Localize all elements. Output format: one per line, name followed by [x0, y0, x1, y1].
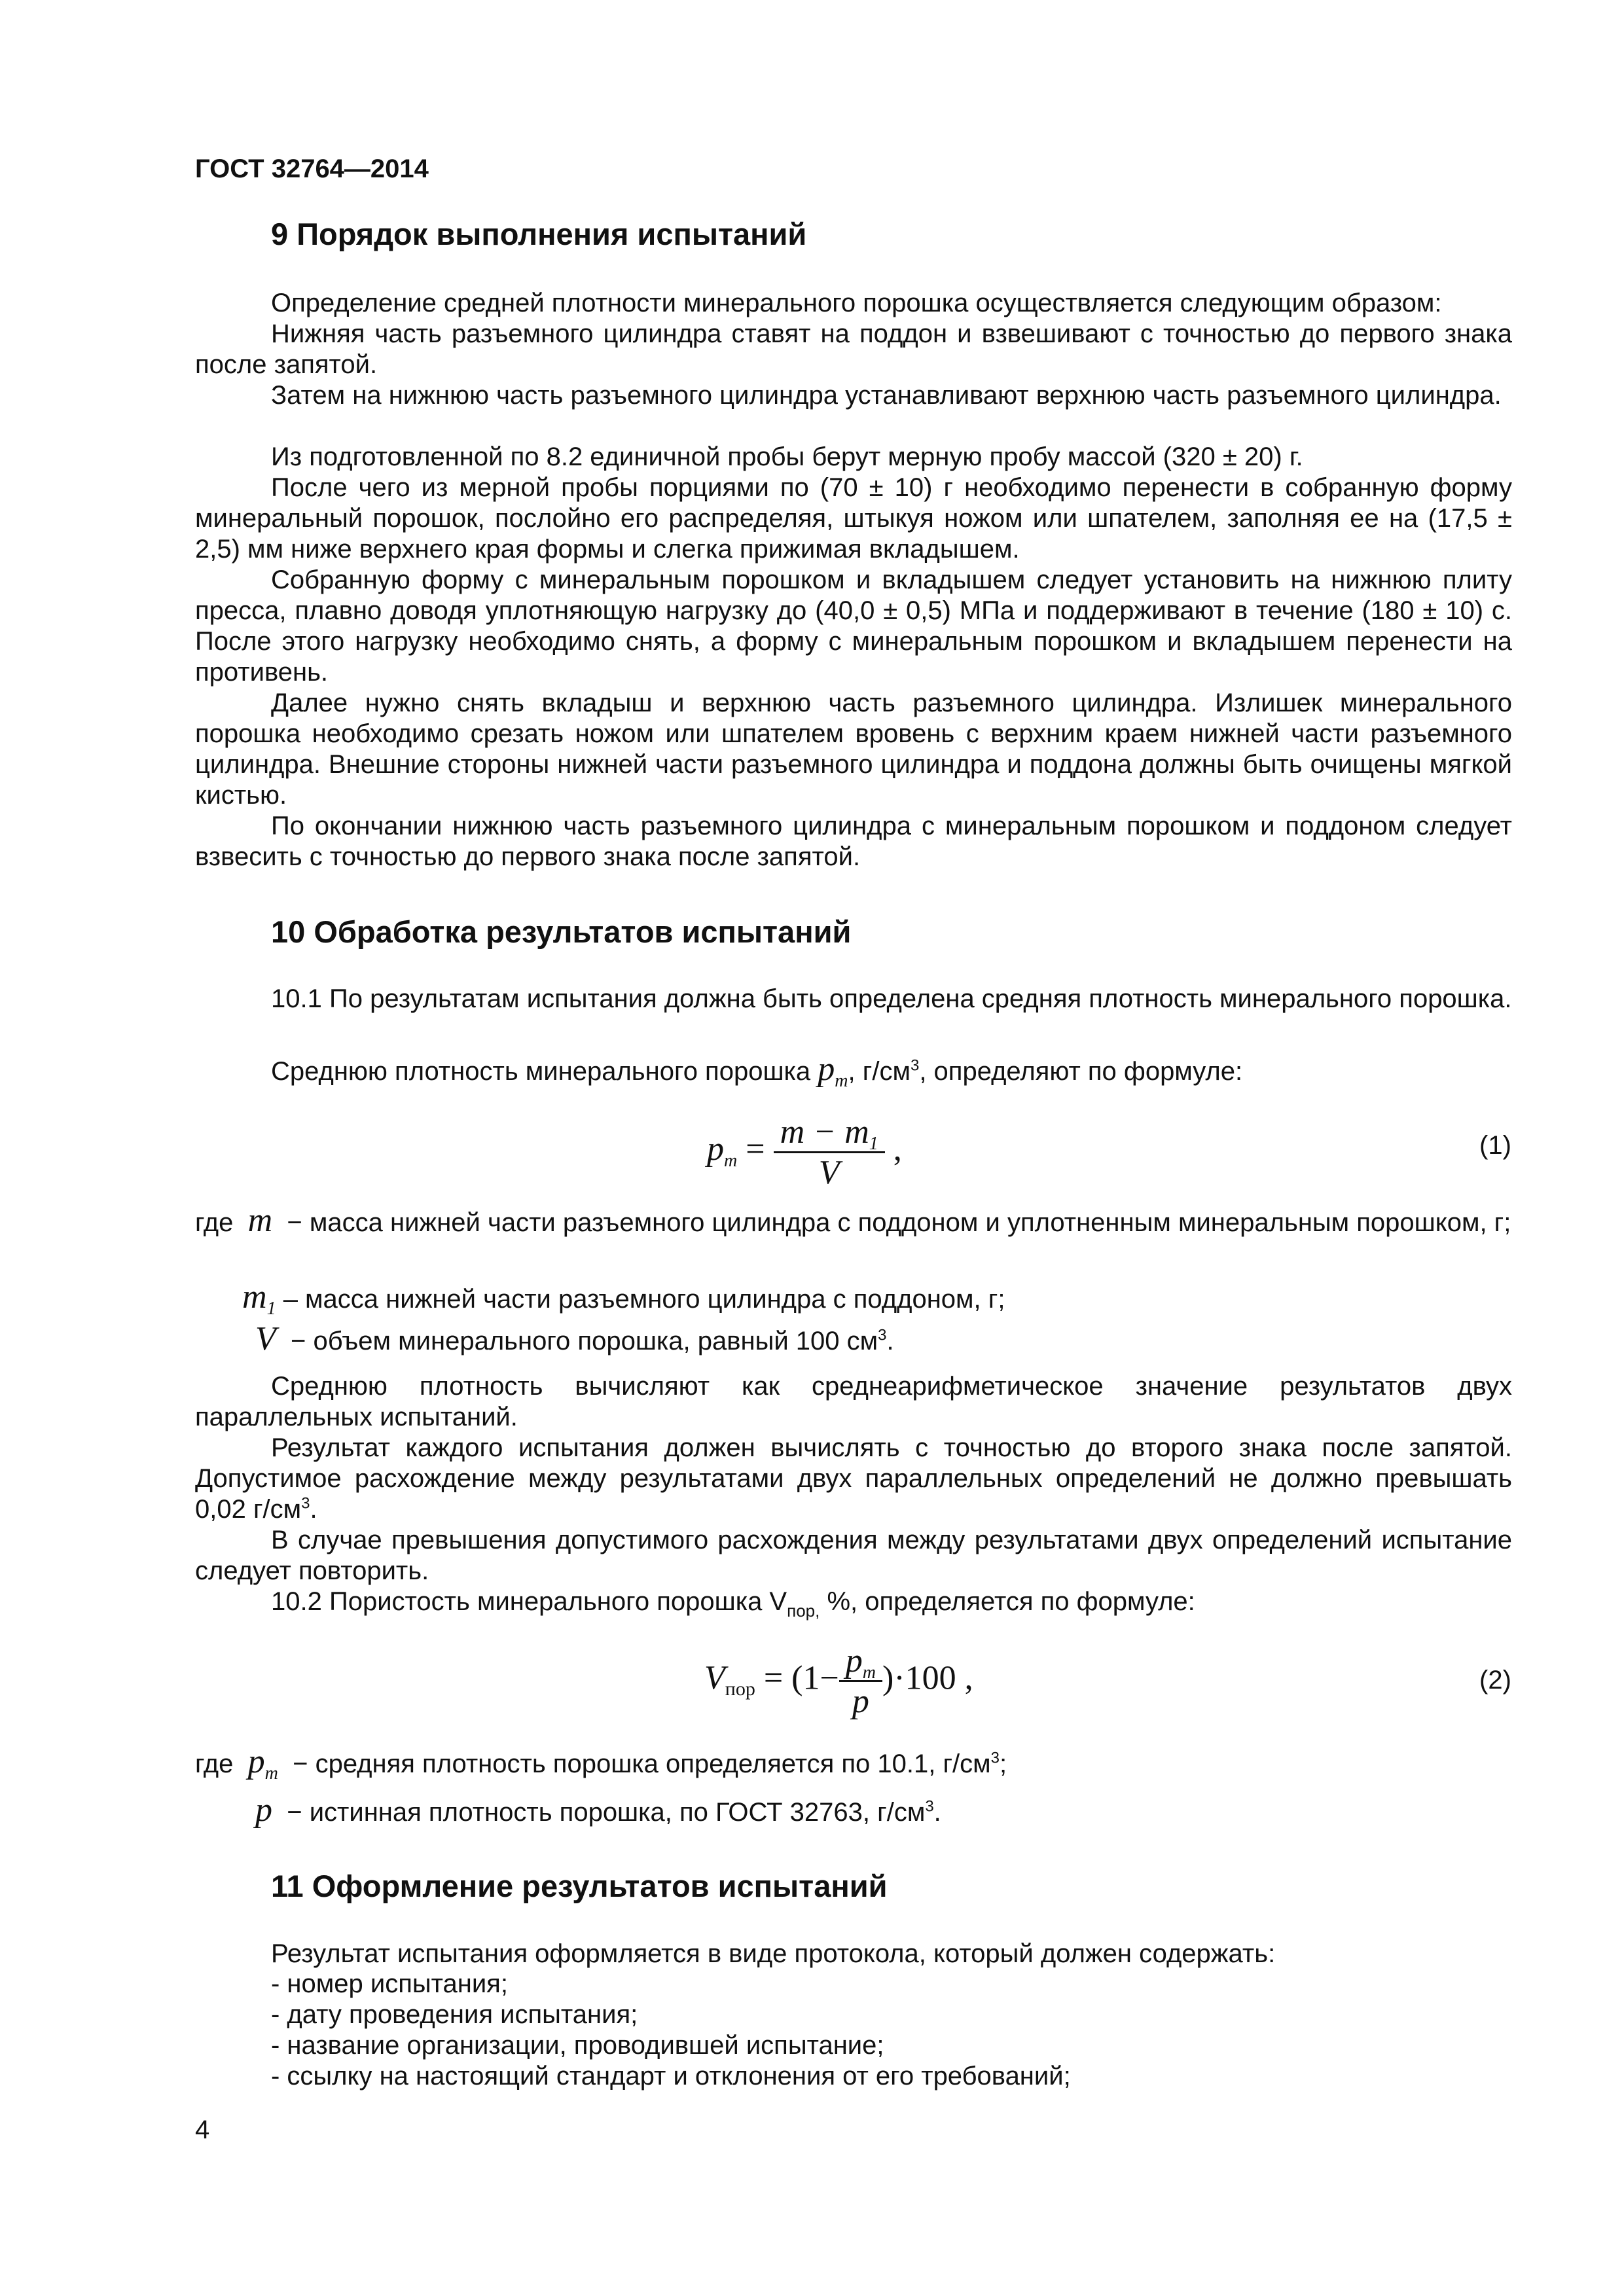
paragraph: Затем на нижнюю часть разъемного цилиндра устанавливают верхнюю часть разъемного цилиндра. [271, 381, 1502, 410]
list-item: - название организации, проводившей испытание; [271, 2031, 884, 2060]
paragraph: Собранную форму с минеральным порошком и вкладышем следует установить на нижнюю плиту пресса, плавно доводя уплотняющую нагрузку до (40,0 ± 0,5) МПа и поддерживают в течение (180 ± 10) с. После этого нагрузку необходимо снять, а форму с минеральным порошком и вкладышем перенести на противень. [195, 565, 1512, 687]
section-11-title: 11 Оформление результатов испытаний [271, 1869, 888, 1903]
paragraph: Результат испытания оформляется в виде протокола, который должен содержать: [271, 1939, 1276, 1968]
definition-m: где m − масса нижней части разъемного цилиндра с поддоном и уплотненным минеральным порошком, г; [195, 1202, 1511, 1239]
list-item: - номер испытания; [271, 1969, 508, 1998]
paragraph: Нижняя часть разъемного цилиндра ставят на поддон и взвешивают с точностью до первого знака после запятой. [195, 319, 1512, 379]
paragraph: 10.2 Пористость минерального порошка $V_{пор,}$ %, определяется по формуле: [271, 1587, 1195, 1621]
list-item: - дату проведения испытания; [271, 2000, 638, 2029]
paragraph: В случае превышения допустимого расхождения между результатами двух определений испытание следует повторить. [195, 1526, 1512, 1585]
paragraph: Результат каждого испытания должен вычислять с точностью до второго знака после запятой. Допустимое расхождение между результатами двух параллельных определений не должно превышать 0,02 $г/см^3$. [195, 1433, 1512, 1524]
density-symbol: $p_m$ [818, 1050, 848, 1091]
paragraph: По окончании нижнюю часть разъемного цилиндра с минеральным порошком и поддоном следует взвесить с точностью до первого знака после запятой. [195, 812, 1512, 871]
definition-v: V − объем минерального порошка, равный 100 $см^3$. [255, 1320, 894, 1357]
equation-number: (1) [1479, 1131, 1511, 1160]
paragraph: 10.1 По результатам испытания должна быть определена средняя плотность минерального порошка. [271, 984, 1512, 1013]
formula-1: $p_m$ = $\frac{m - m_1}{V}$ , [707, 1113, 902, 1191]
paragraph: Определение средней плотности минерального порошка осуществляется следующим образом: [271, 289, 1442, 317]
document-header: ГОСТ 32764—2014 [195, 154, 429, 183]
definition-m1: $m_1$ – масса нижней части разъемного цилиндра с поддоном, г; [242, 1278, 1005, 1319]
equation-number: (2) [1479, 1666, 1511, 1695]
definition-pm: где $p_m$ − средняя плотность порошка определяется по 10.1, $г/см^3$; [195, 1743, 1007, 1784]
paragraph: Среднюю плотность вычисляют как среднеарифметическое значение результатов двух параллельных испытаний. [195, 1372, 1512, 1431]
page-number: 4 [195, 2115, 210, 2144]
fraction: $\frac{m - m_1}{V}$ [774, 1113, 885, 1192]
list-item: - ссылку на настоящий стандарт и отклонения от его требований; [271, 2062, 1071, 2090]
formula-2: $V_{пор} = (1-$ $\frac{p_m}{p}$ )·100 , [704, 1642, 973, 1720]
section-10-title: 10 Обработка результатов испытаний [271, 914, 852, 949]
paragraph: После чего из мерной пробы порциями по (70 ± 10) г необходимо перенести в собранную форму минеральный порошок, послойно его распределяя, штыкуя ножом или шпателем, заполняя ее на (17,5 ± 2,5) мм ниже верхнего края формы и слегка прижимая вкладышем. [195, 473, 1512, 564]
fraction: $\frac{p_m}{p}$ [839, 1641, 882, 1721]
definition-p: p − истинная плотность порошка, по ГОСТ 32763, $г/см^3$. [255, 1791, 941, 1829]
paragraph: Далее нужно снять вкладыш и верхнюю часть разъемного цилиндра. Излишек минерального порошка необходимо срезать ножом или шпателем вровень с верхним краем нижней части разъемного цилиндра. Внешние стороны нижней части разъемного цилиндра и поддона должны быть очищены мягкой кистью. [195, 689, 1512, 810]
paragraph: Из подготовленной по 8.2 единичной пробы берут мерную пробу массой (320 ± 20) г. [271, 442, 1303, 471]
paragraph: Среднюю плотность минерального порошка $p_m$, $г/см^3$, определяют по формуле: [271, 1050, 1243, 1091]
section-9-title: 9 Порядок выполнения испытаний [271, 217, 807, 251]
